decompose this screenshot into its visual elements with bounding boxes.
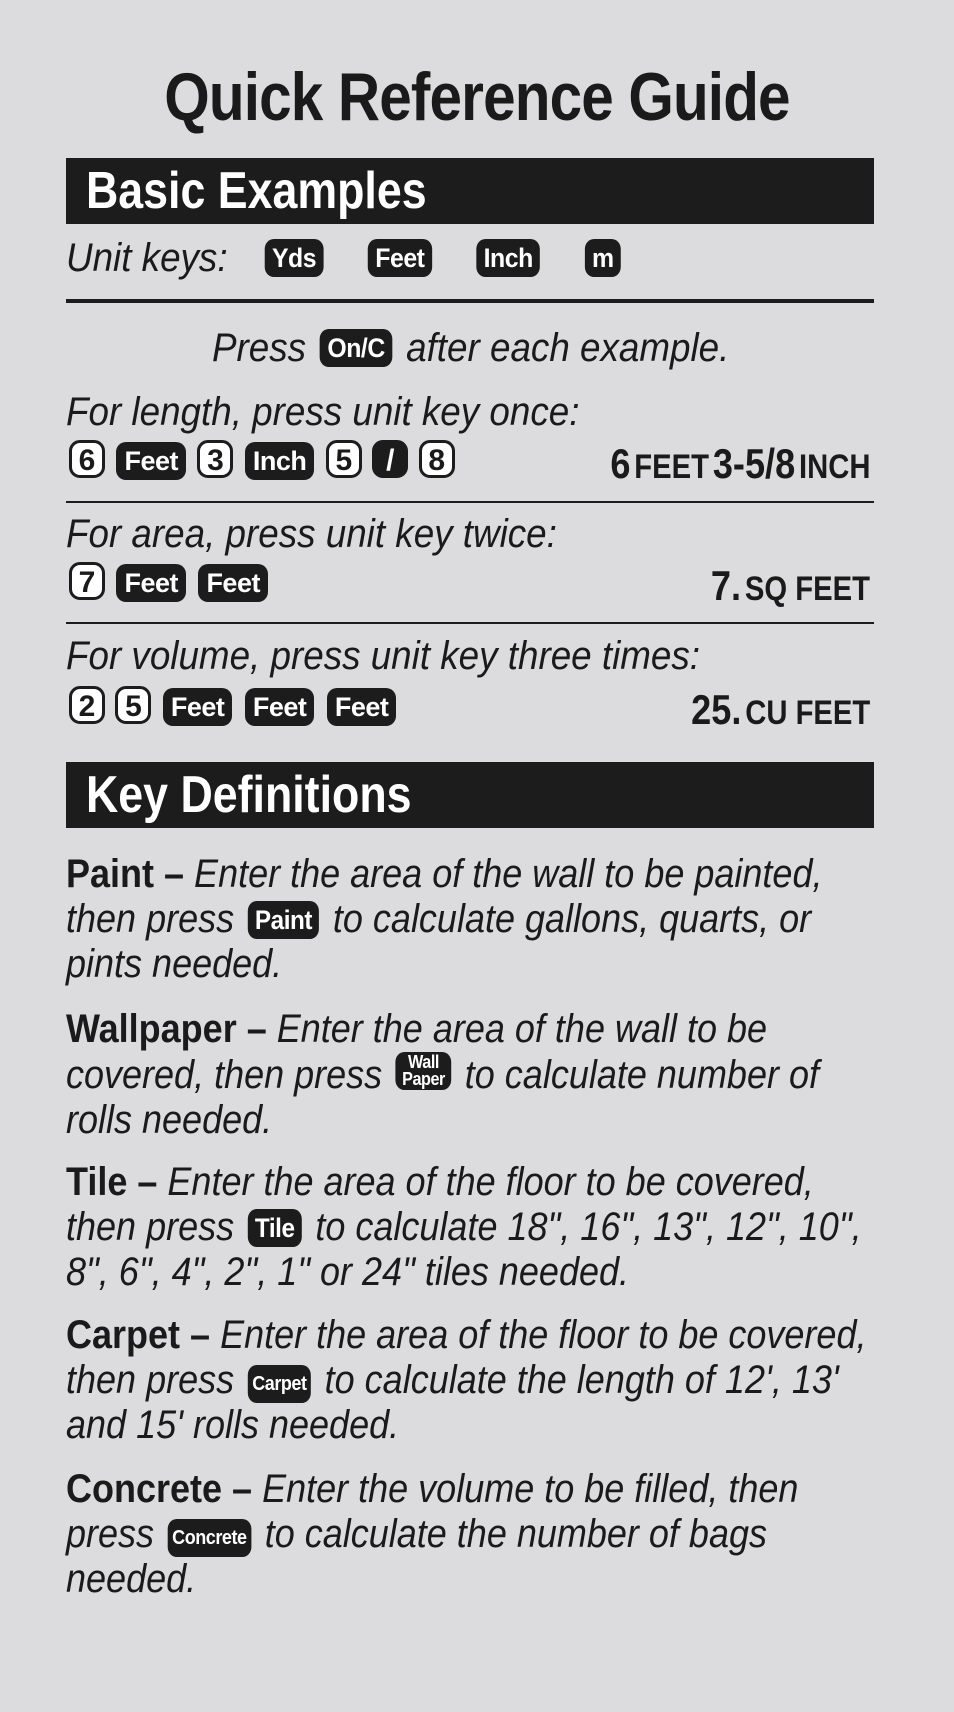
- inch-key: Inch: [476, 239, 540, 277]
- carpet-key: Carpet: [248, 1365, 311, 1403]
- unit-keys-row: [66, 234, 809, 282]
- feet-key: Feet: [245, 688, 315, 726]
- digit-5-key: 5: [326, 440, 362, 478]
- definition-paint: [66, 852, 876, 987]
- feet-key: Feet: [116, 442, 186, 480]
- volume-label: For volume, press unit key three times:: [66, 634, 701, 678]
- key-definitions-header: [66, 762, 874, 828]
- definition-text: to calculate gallons, quarts, or pints needed.: [66, 897, 812, 986]
- definition-term: Tile –: [66, 1160, 158, 1204]
- length-result-inch-value: 3-5/8: [712, 440, 795, 487]
- digit-5-key: 5: [115, 686, 151, 724]
- digit-6-key: 6: [69, 440, 105, 478]
- inch-key: Inch: [245, 442, 315, 480]
- basic-examples-header: [66, 158, 874, 224]
- on-c-key: On/C: [320, 329, 392, 367]
- key-definitions-heading: Key Definitions: [86, 766, 412, 824]
- feet-key: Feet: [327, 688, 397, 726]
- feet-key: Feet: [163, 688, 233, 726]
- volume-result-unit: CU FEET: [744, 694, 870, 732]
- yds-key: Yds: [265, 239, 324, 277]
- definition-text: to calculate 18", 16", 13", 12", 10", 8", 6", 4", 2", 1" or 24" tiles needed.: [66, 1205, 862, 1294]
- definition-text: to calculate the number of bags needed.: [66, 1512, 768, 1601]
- definition-term: Concrete –: [66, 1467, 253, 1511]
- volume-key-sequence: [66, 686, 400, 734]
- definition-text: Enter the area of the floor to be covered, then press: [66, 1160, 814, 1249]
- length-result-feet-unit: FEET: [633, 448, 709, 486]
- press-instruction: [212, 324, 954, 372]
- digit-2-key: 2: [69, 686, 105, 724]
- definition-tile: [66, 1160, 876, 1295]
- divider: [66, 622, 874, 624]
- paint-key: Paint: [248, 901, 320, 939]
- area-result: [711, 562, 870, 610]
- unit-keys-label: Unit keys:: [66, 236, 228, 280]
- basic-examples-heading: Basic Examples: [86, 162, 427, 220]
- digit-7-key: 7: [69, 562, 105, 600]
- definition-text: Enter the area of the floor to be covered, then press: [66, 1313, 867, 1402]
- length-label: For length, press unit key once:: [66, 390, 580, 434]
- press-prefix: Press: [212, 326, 307, 370]
- length-result: [610, 440, 870, 488]
- volume-result-value: 25.: [690, 686, 742, 733]
- definition-term: Paint –: [66, 852, 185, 896]
- definition-text: Enter the area of the wall to be painted, then press: [66, 852, 823, 941]
- definition-concrete: [66, 1467, 876, 1602]
- definition-text: Enter the area of the wall to be covered, then press: [66, 1007, 768, 1097]
- m-key: m: [585, 239, 621, 277]
- feet-key: Feet: [368, 239, 432, 277]
- definition-text: Enter the volume to be filled, then press: [66, 1467, 799, 1556]
- divider: [66, 501, 874, 503]
- wallpaper-key: Wall Paper: [396, 1052, 451, 1090]
- volume-result: [691, 686, 870, 734]
- area-label: For area, press unit key twice:: [66, 512, 557, 556]
- area-result-value: 7.: [710, 562, 742, 609]
- page-title: Quick Reference Guide: [164, 59, 790, 135]
- area-result-unit: SQ FEET: [744, 570, 870, 608]
- feet-key: Feet: [198, 564, 268, 602]
- length-key-sequence: [66, 440, 458, 488]
- tile-key: Tile: [248, 1209, 302, 1247]
- definition-text: to calculate number of rolls needed.: [66, 1053, 819, 1142]
- digit-3-key: 3: [197, 440, 233, 478]
- definition-term: Carpet –: [66, 1313, 211, 1357]
- press-suffix: after each example.: [406, 326, 730, 370]
- area-key-sequence: [66, 562, 272, 610]
- divider: [66, 299, 874, 303]
- definition-carpet: [66, 1313, 876, 1448]
- definition-wallpaper: [66, 1007, 876, 1143]
- length-result-inch-unit: INCH: [798, 448, 870, 486]
- fraction-key: /: [372, 440, 408, 478]
- definition-text: to calculate the length of 12', 13' and 15' rolls needed.: [66, 1358, 839, 1447]
- length-result-feet-value: 6: [609, 440, 630, 487]
- concrete-key: Concrete: [168, 1519, 251, 1557]
- feet-key: Feet: [116, 564, 186, 602]
- definition-term: Wallpaper –: [66, 1007, 267, 1051]
- digit-8-key: 8: [419, 440, 455, 478]
